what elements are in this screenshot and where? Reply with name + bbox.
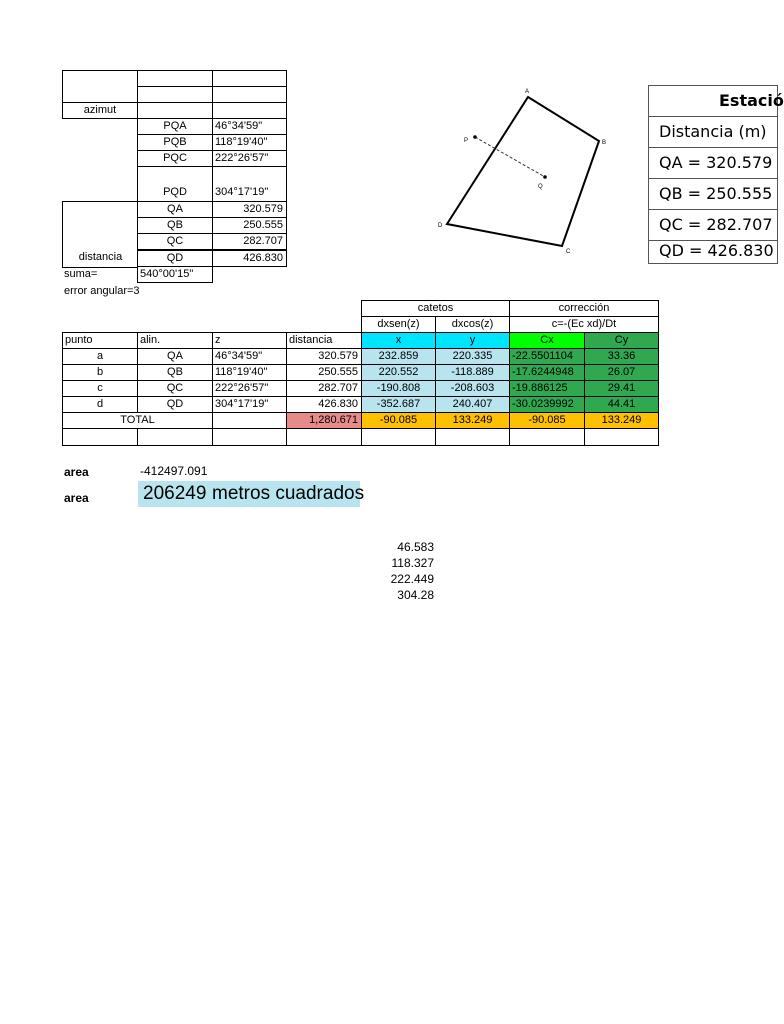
empty-cell <box>212 102 287 119</box>
col-y: y <box>435 332 510 349</box>
azimut-value: 304°17'19" <box>212 166 287 202</box>
empty-cell <box>584 428 659 446</box>
cell-cy: 33.36 <box>584 348 659 365</box>
cell-punto: d <box>62 396 138 413</box>
empty-cell <box>509 428 585 446</box>
col-alin: alin. <box>137 332 213 349</box>
cell-x: 220.552 <box>361 364 436 381</box>
total-distancia: 1,280.671 <box>286 412 362 429</box>
total-x: -90.085 <box>361 412 436 429</box>
azimut-value: 222°26'57" <box>212 150 287 167</box>
cell-punto: c <box>62 380 138 397</box>
point-q-label: Q <box>538 184 543 190</box>
col-x: x <box>361 332 436 349</box>
cell-alin: QA <box>137 348 213 365</box>
cell-z: 304°17'19" <box>212 396 287 413</box>
col-z: z <box>212 332 287 349</box>
cell-cx: -22.5501104 <box>509 348 585 365</box>
empty-cell <box>212 86 287 103</box>
distance-name: QB <box>137 217 213 234</box>
azimut-name: PQB <box>137 134 213 151</box>
empty-cell <box>62 70 138 103</box>
empty-cell <box>286 428 362 446</box>
cell-y: 220.335 <box>435 348 510 365</box>
decimal-value: 118.327 <box>391 556 434 570</box>
dxcos-header: dxcos(z) <box>435 316 510 333</box>
cell-y: 240.407 <box>435 396 510 413</box>
decimal-value: 222.449 <box>390 572 434 586</box>
cell-cy: 44.41 <box>584 396 659 413</box>
estacion-row: QD = 426.830 <box>648 240 778 264</box>
azimut-name: PQA <box>137 118 213 135</box>
cell-alin: QD <box>137 396 213 413</box>
decimal-value: 304.28 <box>397 588 434 602</box>
estacion-title: Estació <box>648 85 778 117</box>
vertex-b-label: B <box>602 140 607 146</box>
area-units: metros cuadrados <box>212 483 365 504</box>
empty-cell <box>212 428 287 446</box>
survey-polygon <box>447 97 599 246</box>
distance-label: distancia <box>62 201 138 268</box>
cell-punto: a <box>62 348 138 365</box>
decimal-value: 46.583 <box>397 540 434 554</box>
total-y: 133.249 <box>435 412 510 429</box>
distance-name: QA <box>137 201 213 218</box>
distance-value: 250.555 <box>212 217 287 234</box>
dxsen-header: dxsen(z) <box>361 316 436 333</box>
azimut-name: PQD <box>137 166 213 202</box>
cell-cx: -19.886125 <box>509 380 585 397</box>
cell-alin: QB <box>137 364 213 381</box>
col-punto: punto <box>62 332 138 349</box>
point-p-label: P <box>464 138 469 144</box>
polygon-diagram <box>430 80 620 260</box>
vertex-a-label: A <box>525 89 530 95</box>
area-value-2: 206249 <box>143 483 207 504</box>
empty-cell <box>137 70 213 87</box>
cell-z: 222°26'57" <box>212 380 287 397</box>
cell-distancia: 250.555 <box>286 364 362 381</box>
vertex-d-label: D <box>438 223 443 229</box>
empty-cell <box>361 428 436 446</box>
area-label-1: area <box>64 465 89 479</box>
cell-cy: 26.07 <box>584 364 659 381</box>
distance-value: 320.579 <box>212 201 287 218</box>
empty-cell <box>62 428 138 446</box>
suma-value: 540°00'15" <box>137 266 213 283</box>
cell-z: 118°19'40" <box>212 364 287 381</box>
empty-cell <box>137 86 213 103</box>
cell-x: -190.808 <box>361 380 436 397</box>
azimut-value: 46°34'59" <box>212 118 287 135</box>
cell-cx: -17.6244948 <box>509 364 585 381</box>
point-p <box>473 135 477 139</box>
col-cx: Cx <box>509 332 585 349</box>
vertex-c-label: C <box>566 249 571 255</box>
cell-distancia: 320.579 <box>286 348 362 365</box>
empty-cell <box>435 428 510 446</box>
catetos-header: catetos <box>361 300 510 317</box>
formula-header: c=-(Ec xd)/Dt <box>509 316 659 333</box>
total-label: TOTAL <box>62 412 213 429</box>
empty-cell <box>137 102 213 119</box>
cell-x: 232.859 <box>361 348 436 365</box>
empty-cell <box>137 428 213 446</box>
distance-value: 426.830 <box>212 250 287 267</box>
cell-distancia: 426.830 <box>286 396 362 413</box>
cell-y: -208.603 <box>435 380 510 397</box>
estacion-row: Distancia (m) <box>648 116 778 148</box>
distance-name: QC <box>137 233 213 250</box>
azimut-value: 118°19'40" <box>212 134 287 151</box>
distance-value: 282.707 <box>212 233 287 250</box>
azimut-name: PQC <box>137 150 213 167</box>
total-cy: 133.249 <box>584 412 659 429</box>
azimut-label: azimut <box>62 102 138 119</box>
estacion-row: QA = 320.579 <box>648 147 778 179</box>
cell-y: -118.889 <box>435 364 510 381</box>
cell-x: -352.687 <box>361 396 436 413</box>
empty-cell <box>212 70 287 87</box>
cell-cx: -30.0239992 <box>509 396 585 413</box>
suma-label: suma= <box>64 268 98 280</box>
estacion-row: QC = 282.707 <box>648 209 778 241</box>
cell-alin: QC <box>137 380 213 397</box>
cell-z: 46°34'59" <box>212 348 287 365</box>
empty-cell <box>212 412 287 429</box>
sight-line <box>475 137 545 177</box>
cell-cy: 29.41 <box>584 380 659 397</box>
error-angular: error angular=3 <box>64 285 140 297</box>
correccion-header: corrección <box>509 300 659 317</box>
area-value-1: -412497.091 <box>140 464 208 478</box>
point-q <box>543 175 547 179</box>
total-cx: -90.085 <box>509 412 585 429</box>
col-cy: Cy <box>584 332 659 349</box>
cell-distancia: 282.707 <box>286 380 362 397</box>
distance-name: QD <box>137 250 213 267</box>
estacion-row: QB = 250.555 <box>648 178 778 210</box>
cell-punto: b <box>62 364 138 381</box>
col-distancia: distancia <box>286 332 362 349</box>
area-label-2: area <box>64 491 89 505</box>
